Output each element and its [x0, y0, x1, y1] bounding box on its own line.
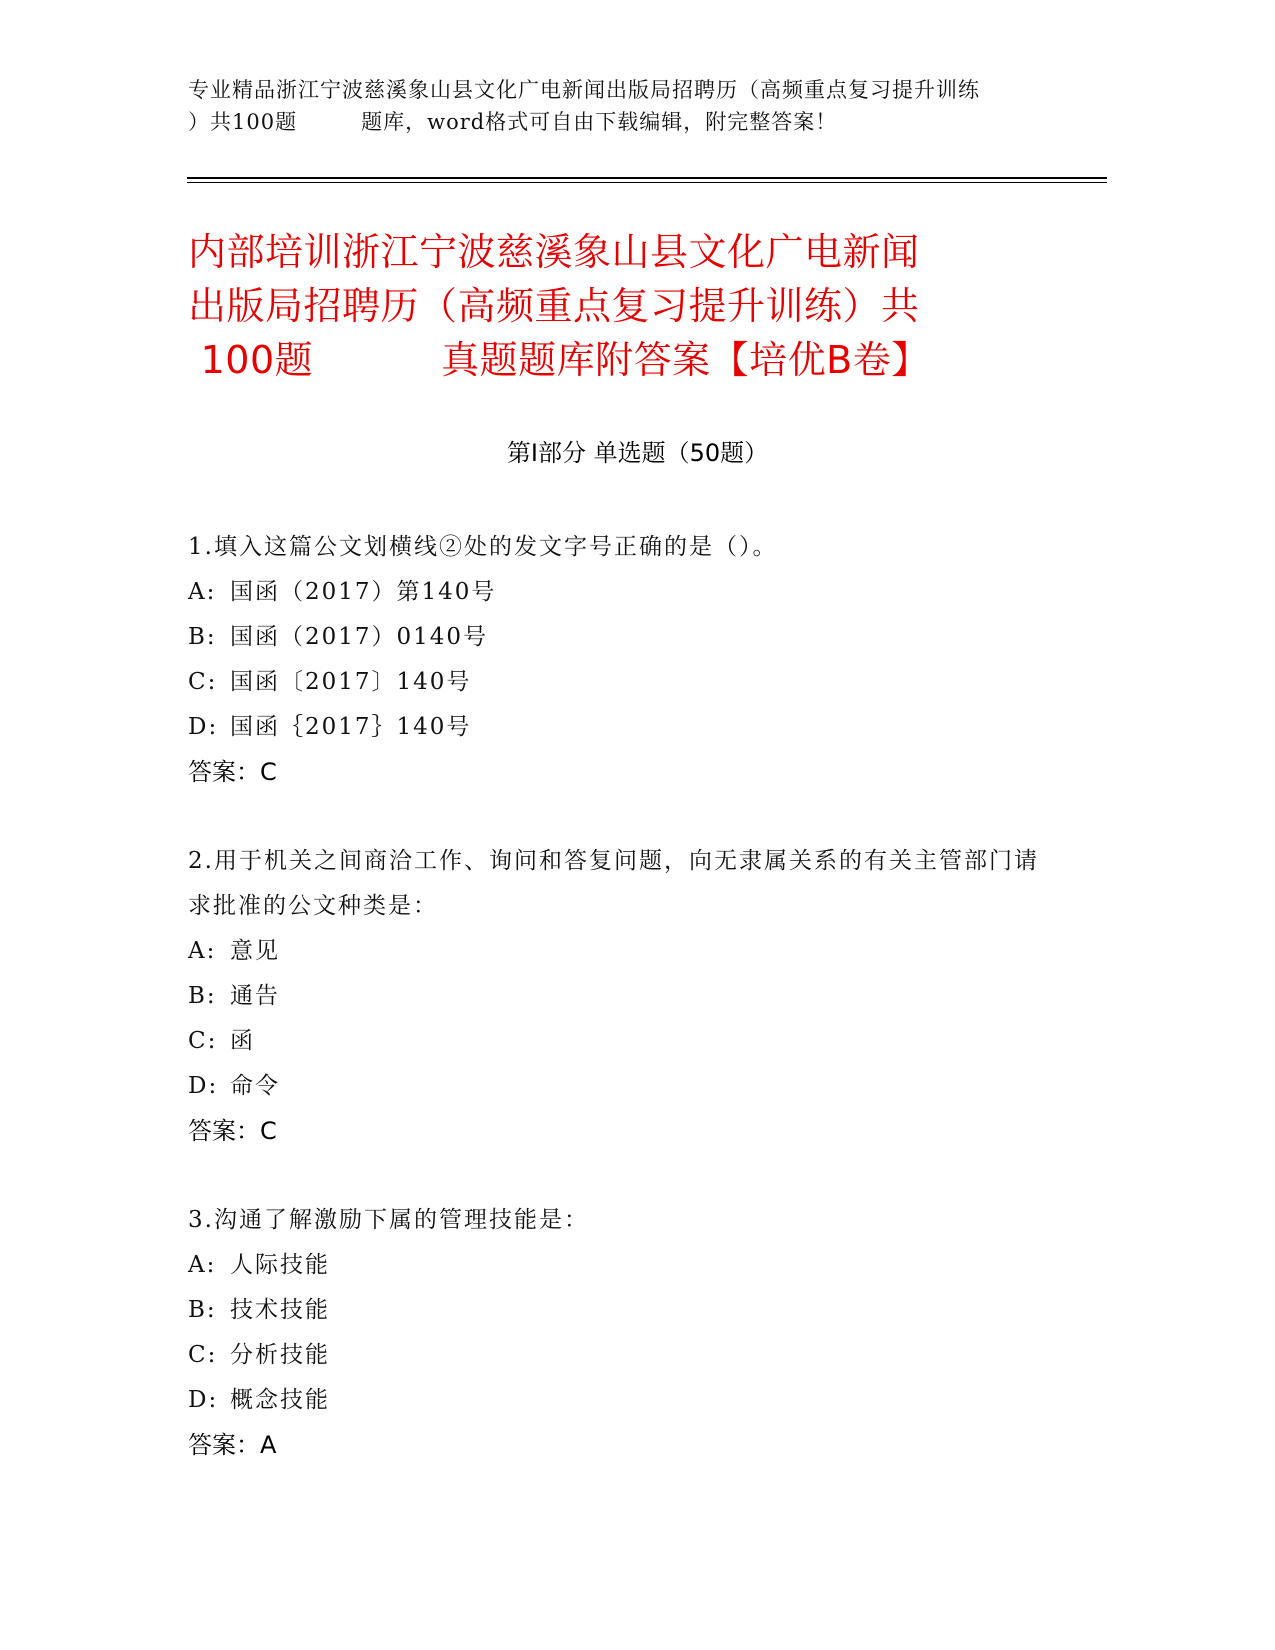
header-line-2-part-b: 题库，word格式可自由下载编辑，附完整答案！: [361, 110, 838, 134]
header-line-2-part-a: ）共100题: [188, 110, 298, 134]
header-line-1: 专业精品浙江宁波慈溪象山县文化广电新闻出版局招聘历（高频重点复习提升训练: [188, 78, 980, 102]
option-text: 分析技能: [230, 1342, 330, 1368]
option-text: 人际技能: [230, 1252, 330, 1278]
option-text: 概念技能: [230, 1387, 330, 1413]
document-title: [188, 225, 1088, 387]
option-text: 国函（2017）0140号: [230, 624, 489, 650]
title-line-3: [188, 333, 1088, 387]
option-key: C:: [188, 669, 218, 695]
option-text: 通告: [230, 983, 280, 1009]
answer-text: 答案：C: [188, 758, 277, 786]
answer-text: 答案：A: [188, 1431, 277, 1459]
option-text: 意见: [230, 938, 280, 964]
option-text: 函: [230, 1028, 255, 1054]
option-a: [188, 570, 1088, 615]
option-d: [188, 1378, 1088, 1423]
option-key: A:: [188, 1252, 217, 1278]
option-key: B:: [188, 624, 217, 650]
option-key: D:: [188, 1387, 219, 1413]
section-heading: 第Ⅰ部分 单选题（50题）: [506, 439, 769, 467]
header-divider-thin: [187, 182, 1107, 183]
page-header: [188, 74, 1108, 138]
option-d: [188, 705, 1088, 750]
option-key: A:: [188, 938, 217, 964]
option-b: [188, 1288, 1088, 1333]
option-a: [188, 929, 1088, 974]
option-a: [188, 1243, 1088, 1288]
question-text: 3.沟通了解激励下属的管理技能是：: [188, 1207, 589, 1233]
option-text: 国函｛2017｝140号: [230, 714, 472, 740]
option-c: [188, 1019, 1088, 1064]
option-key: A:: [188, 579, 217, 605]
question-item: [188, 839, 1088, 1154]
option-c: [188, 1333, 1088, 1378]
option-key: C:: [188, 1028, 218, 1054]
question-text: 2.用于机关之间商洽工作、询问和答复问题，向无隶属关系的有关主管部门请求批准的公文种类是：: [188, 848, 1039, 919]
option-key: D:: [188, 714, 219, 740]
option-b: [188, 974, 1088, 1019]
option-text: 国函（2017）第140号: [230, 579, 497, 605]
option-b: [188, 615, 1088, 660]
title-line-1: 内部培训浙江宁波慈溪象山县文化广电新闻: [188, 230, 920, 274]
header-divider-thick: [187, 177, 1107, 179]
title-line-3-part-b: 真题题库附答案【培优B卷】: [441, 338, 930, 382]
option-c: [188, 660, 1088, 705]
option-d: [188, 1064, 1088, 1109]
option-key: B:: [188, 983, 217, 1009]
title-line-3-part-a: 100题: [200, 338, 314, 382]
question-list: [188, 525, 1088, 1512]
option-key: B:: [188, 1297, 217, 1323]
header-line-2: [188, 106, 1108, 138]
option-text: 命令: [230, 1073, 280, 1099]
question-text: 1.填入这篇公文划横线②处的发文字号正确的是（）。: [188, 534, 778, 560]
option-key: D:: [188, 1073, 219, 1099]
option-text: 技术技能: [230, 1297, 330, 1323]
answer-text: 答案：C: [188, 1117, 277, 1145]
title-line-2: 出版局招聘历（高频重点复习提升训练）共: [188, 284, 920, 328]
option-key: C:: [188, 1342, 218, 1368]
option-text: 国函〔2017〕140号: [230, 669, 472, 695]
question-item: [188, 1198, 1088, 1468]
question-item: [188, 525, 1088, 795]
